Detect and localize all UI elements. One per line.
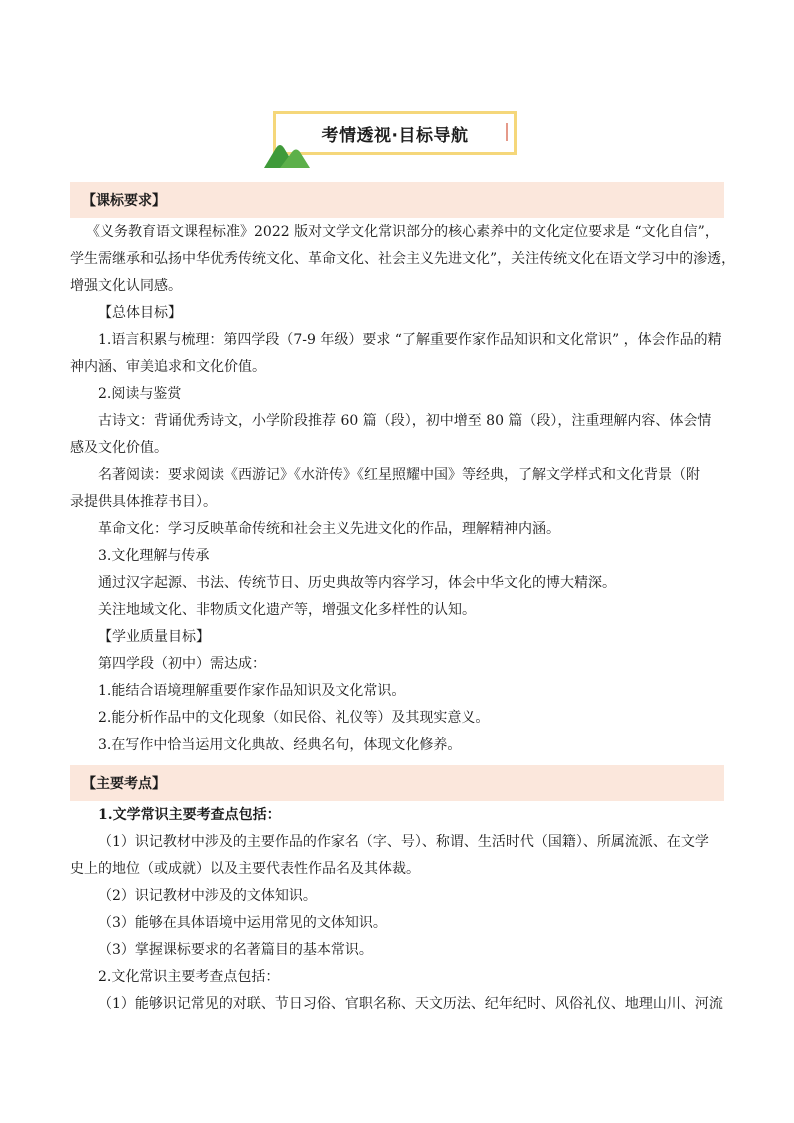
paragraph-line: 1.文学常识主要考查点包括： — [98, 807, 281, 823]
section-band-curriculum — [70, 182, 724, 218]
paragraph-line: 增强文化认同感。 — [70, 278, 182, 294]
paragraph-line: 3.在写作中恰当运用文化典故、经典名句，体现文化修养。 — [98, 737, 462, 753]
paragraph-line: 1.能结合语境理解重要作家作品知识及文化常识。 — [98, 683, 406, 699]
paragraph-line: 2.文化常识主要考查点包括： — [98, 969, 280, 985]
paragraph-line: 2.阅读与鉴赏 — [98, 386, 182, 402]
paragraph-line: 神内涵、审美追求和文化价值。 — [70, 359, 266, 375]
page-title: 考情透视·目标导航 — [321, 125, 469, 146]
paragraph-line: 录提供具体推荐书目）。 — [70, 494, 217, 510]
paragraph-line: （3）掌握课标要求的名著篇目的基本常识。 — [98, 942, 373, 958]
hills-icon — [262, 138, 310, 168]
title-accent-mark — [506, 123, 508, 141]
paragraph-line: 感及文化价值。 — [70, 440, 168, 456]
subheading-quality-goals: 【学业质量目标】 — [98, 629, 210, 645]
paragraph-line: 古诗文：背诵优秀诗文，小学阶段推荐 60 篇（段），初中增至 80 篇（段），注重理解内容、体会情 — [98, 413, 712, 429]
section-label-curriculum: 【课标要求】 — [82, 193, 166, 209]
section-label-key-points: 【主要考点】 — [82, 776, 166, 792]
paragraph-line: 通过汉字起源、书法、传统节日、历史典故等内容学习，体会中华文化的博大精深。 — [98, 575, 616, 591]
paragraph-line: （1）能够识记常见的对联、节日习俗、官职名称、天文历法、纪年纪时、风俗礼仪、地理山川、河流 — [98, 996, 723, 1012]
paragraph-line: 3.文化理解与传承 — [98, 548, 210, 564]
section-band-key-points — [70, 765, 724, 801]
paragraph-line: 2.能分析作品中的文化现象（如民俗、礼仪等）及其现实意义。 — [98, 710, 490, 726]
paragraph-line: 史上的地位（或成就）以及主要代表性作品名及其体裁。 — [70, 861, 420, 877]
paragraph-line: 1.语言积累与梳理：第四学段（7-9 年级）要求 “了解重要作家作品知识和文化常识” ，体会作品的精 — [98, 332, 722, 348]
paragraph-line: 关注地域文化、非物质文化遗产等，增强文化多样性的认知。 — [98, 602, 476, 618]
paragraph-line: 《义务教育语文课程标准》2022 版对文学文化常识部分的核心素养中的文化定位要求是 “文化自信”， — [86, 224, 719, 240]
paragraph-line: （3）能够在具体语境中运用常见的文体知识。 — [98, 915, 387, 931]
subheading-overall-goals: 【总体目标】 — [98, 305, 182, 321]
paragraph-line: 学生需继承和弘扬中华优秀传统文化、革命文化、社会主义先进文化”，关注传统文化在语文学习中的渗透， — [70, 251, 736, 267]
paragraph-line: （1）识记教材中涉及的主要作品的作家名（字、号）、称谓、生活时代（国籍）、所属流派、在文学 — [98, 834, 709, 850]
paragraph-line: 第四学段（初中）需达成： — [98, 656, 266, 672]
paragraph-line: （2）识记教材中涉及的文体知识。 — [98, 888, 317, 904]
paragraph-line: 革命文化：学习反映革命传统和社会主义先进文化的作品，理解精神内涵。 — [98, 521, 560, 537]
paragraph-line: 名著阅读：要求阅读《西游记》《水浒传》《红星照耀中国》等经典，了解文学样式和文化背景（附 — [98, 467, 700, 483]
